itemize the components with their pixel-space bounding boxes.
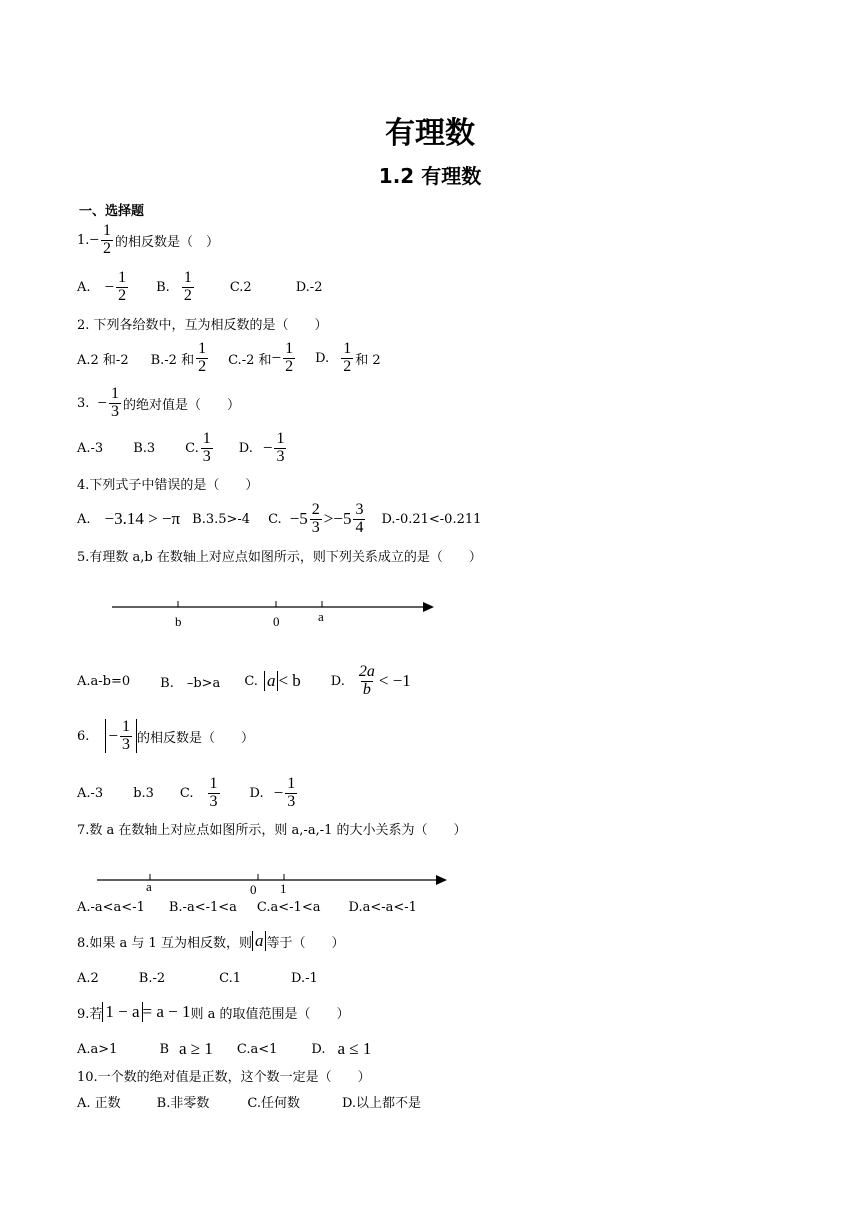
q2-option-d-label: D.	[315, 350, 330, 366]
q10-option-a: A. 正数	[77, 1095, 121, 1111]
q10-option-d: D.以上都不是	[341, 1095, 422, 1111]
question-6	[77, 717, 255, 753]
q7-option-c: C.a<-1<a	[256, 899, 321, 915]
q4-option-b: B.3.5>-4	[192, 511, 251, 527]
page-title: 有理数	[385, 116, 475, 151]
q4-option-c-first-den: 3	[311, 518, 320, 536]
q7-option-b: B.-a<-1<a	[168, 899, 237, 915]
question-4	[77, 471, 258, 495]
q3-prefix: 3.	[77, 395, 90, 411]
question-1	[77, 221, 220, 257]
q5-axis-label-zero: 0	[273, 614, 280, 629]
q3-option-c-num: 1	[202, 429, 211, 447]
q10-options	[77, 1089, 421, 1113]
q9-text-end: 则 a 的取值范围是（ ）	[190, 1006, 350, 1022]
q2-option-d-den: 2	[343, 357, 352, 375]
q7-axis-label-a: a	[146, 879, 152, 894]
q2-option-b-den: 2	[198, 357, 207, 375]
q3-option-c-den: 3	[202, 447, 211, 465]
q1-option-a-num: 1	[118, 268, 127, 286]
q3-option-d-neg: −	[262, 438, 273, 457]
q3-option-d-label: D.	[238, 440, 253, 456]
q9-option-c: C.a<1	[236, 1041, 278, 1057]
q6-option-b: b.3	[133, 785, 154, 801]
q10-option-c: C.任何数	[247, 1095, 300, 1111]
q8-option-c: C.1	[219, 970, 242, 986]
q5-option-c-rest: < b	[278, 671, 301, 690]
q1-num: 1	[103, 221, 111, 239]
q9-option-d-expr: a ≤ 1	[337, 1039, 372, 1058]
q4-option-c-gt: >	[323, 509, 334, 528]
q4-text: 4.下列式子中错误的是（ ）	[77, 477, 259, 493]
q6-options	[77, 774, 299, 810]
q3-text: 的绝对值是（ ）	[123, 397, 241, 413]
q1-option-b-fraction	[182, 270, 194, 305]
q2-option-b-fraction	[196, 341, 208, 376]
q3-option-d-den: 3	[276, 447, 285, 465]
q6-option-c-label: C.	[179, 785, 194, 801]
q7-axis-label-one: 1	[280, 881, 287, 896]
q4-options	[77, 500, 482, 536]
q5-option-d-tail: < −1	[378, 671, 411, 690]
q8-option-b: B.-2	[138, 970, 166, 986]
question-7	[77, 816, 467, 840]
q5-axis-label-a: a	[318, 609, 324, 624]
q3-option-c-label: C.	[185, 440, 199, 456]
section-heading: 一、选择题	[79, 204, 145, 219]
q4-option-d: D.-0.21<-0.211	[381, 511, 482, 527]
q6-num: 1	[122, 717, 130, 735]
q3-option-d-fraction	[274, 431, 286, 466]
q9-option-d-label: D.	[311, 1041, 326, 1057]
q3-neg-sign: −	[97, 393, 107, 412]
q3-den: 3	[111, 402, 119, 420]
q8-option-d: D.-1	[291, 970, 318, 986]
q10-text: 10.一个数的绝对值是正数，这个数一定是（ ）	[77, 1069, 371, 1085]
q9-equation: = a − 1	[142, 1002, 191, 1021]
question-2	[77, 311, 328, 335]
q7-option-a: A.-a<a<-1	[77, 899, 145, 915]
q6-option-d-fraction	[285, 776, 297, 811]
q6-neg-sign: −	[108, 726, 118, 745]
q7-axis-label-zero: 0	[250, 882, 257, 897]
q4-option-c-second-whole: −5	[333, 509, 352, 528]
q6-fraction	[120, 719, 132, 754]
q1-option-b-label: B.	[156, 279, 170, 295]
q4-option-c-first-whole: −5	[289, 509, 308, 528]
q5-number-line	[105, 597, 440, 613]
q4-option-c-second-fraction	[353, 502, 365, 537]
q9-option-b-expr: a ≥ 1	[179, 1039, 213, 1058]
q10-option-b: B.非零数	[156, 1095, 210, 1111]
q1-option-b-den: 2	[183, 286, 192, 304]
q1-neg-sign: −	[89, 230, 99, 249]
question-10	[77, 1063, 371, 1087]
q3-option-c-fraction	[201, 431, 213, 466]
q1-fraction	[101, 223, 113, 258]
q8-text-start: 8.如果 a 与 1 互为相反数，则	[77, 935, 252, 951]
q3-options	[77, 429, 288, 465]
q7-text: 7.数 a 在数轴上对应点如图所示，则 a,-a,-1 的大小关系为（ ）	[77, 822, 467, 838]
q5-option-a: A.a-b=0	[77, 673, 131, 689]
q4-option-c-first-fraction	[310, 502, 322, 537]
q3-option-b: B.3	[133, 440, 156, 456]
q7-number-line	[90, 872, 452, 886]
q6-option-c-fraction	[208, 776, 220, 811]
q5-option-c-abs: a	[264, 671, 279, 691]
q5-option-d-num: 2a	[358, 662, 375, 680]
q6-abs-expression	[105, 719, 137, 754]
q7-options	[77, 895, 417, 919]
question-5	[77, 543, 482, 567]
q1-prefix: 1.	[77, 232, 90, 248]
q4-option-c-second-num: 3	[355, 500, 364, 518]
q3-fraction	[109, 386, 121, 421]
q6-option-c-num: 1	[209, 774, 218, 792]
q9-abs-expression: 1 − a	[102, 1002, 142, 1022]
q1-option-d: D.-2	[295, 279, 323, 295]
page-subtitle: 1.2 有理数	[378, 164, 482, 188]
q8-option-a: A.2	[77, 970, 99, 986]
q7-option-d: D.a<-a<-1	[348, 899, 417, 915]
q2-option-c-neg: −	[271, 348, 282, 367]
q5-option-c-label: C.	[244, 673, 258, 689]
q9-text-start: 9.若	[77, 1006, 103, 1022]
q6-option-c-den: 3	[209, 792, 218, 810]
q5-axis-label-b: b	[175, 614, 182, 629]
q4-option-a-expr: −3.14 > −π	[104, 509, 181, 528]
q5-option-d-fraction	[357, 664, 377, 699]
q8-options	[77, 966, 318, 990]
q9-option-b-label: B	[159, 1041, 169, 1057]
question-3	[77, 384, 241, 420]
q2-option-d-fraction	[341, 341, 353, 376]
q4-option-c-first-num: 2	[311, 500, 320, 518]
q3-option-d-num: 1	[276, 429, 285, 447]
q1-option-a-neg: −	[104, 277, 115, 296]
q7-axis-arrowhead	[436, 875, 447, 885]
q6-prefix: 6.	[77, 728, 90, 744]
q2-text: 2. 下列各给数中，互为相反数的是（ ）	[77, 317, 328, 333]
q2-option-c-den: 2	[285, 357, 294, 375]
q1-options	[77, 268, 323, 304]
q5-axis-arrowhead	[423, 602, 434, 612]
q8-abs-a: a	[252, 931, 267, 951]
q1-option-b-num: 1	[183, 268, 192, 286]
q5-option-b: B. –b>a	[160, 675, 221, 691]
q6-text: 的相反数是（ ）	[137, 730, 255, 746]
question-9	[77, 1000, 350, 1024]
q1-option-a-fraction	[116, 270, 128, 305]
q1-den: 2	[103, 239, 111, 257]
q2-option-c-fraction	[283, 341, 295, 376]
q2-option-b-label: B.-2 和	[150, 352, 195, 368]
q2-option-c-num: 1	[285, 339, 294, 357]
q6-den: 3	[122, 735, 130, 753]
q5-option-d-den: b	[362, 680, 371, 698]
q2-option-a: A.2 和-2	[77, 352, 129, 368]
q5-option-d-label: D.	[330, 673, 345, 689]
q1-text: 的相反数是（ ）	[115, 234, 220, 250]
q3-option-a: A.-3	[77, 440, 104, 456]
q2-option-b-num: 1	[198, 339, 207, 357]
q9-options	[77, 1037, 371, 1061]
q5-options	[77, 662, 411, 698]
question-8	[77, 929, 344, 953]
q9-option-a: A.a>1	[77, 1041, 118, 1057]
q1-option-a-label: A.	[77, 279, 91, 295]
q6-option-d-neg: −	[273, 783, 284, 802]
q2-option-c-label: C.-2 和	[228, 352, 272, 368]
q2-options	[77, 339, 381, 375]
q2-option-d-tail: 和 2	[355, 352, 381, 368]
q6-option-d-label: D.	[249, 785, 264, 801]
q3-num: 1	[111, 384, 119, 402]
q2-option-d-num: 1	[343, 339, 352, 357]
q6-option-d-num: 1	[287, 774, 296, 792]
q8-text-end: 等于（ ）	[266, 935, 345, 951]
q6-option-a: A.-3	[77, 785, 104, 801]
q4-option-c-label: C.	[268, 511, 282, 527]
q4-option-a-label: A.	[77, 511, 91, 527]
q5-text: 5.有理数 a,b 在数轴上对应点如图所示，则下列关系成立的是（ ）	[77, 549, 482, 565]
q6-option-d-den: 3	[287, 792, 296, 810]
q1-option-c: C.2	[229, 279, 252, 295]
q4-option-c-second-den: 4	[355, 518, 364, 536]
q1-option-a-den: 2	[118, 286, 127, 304]
